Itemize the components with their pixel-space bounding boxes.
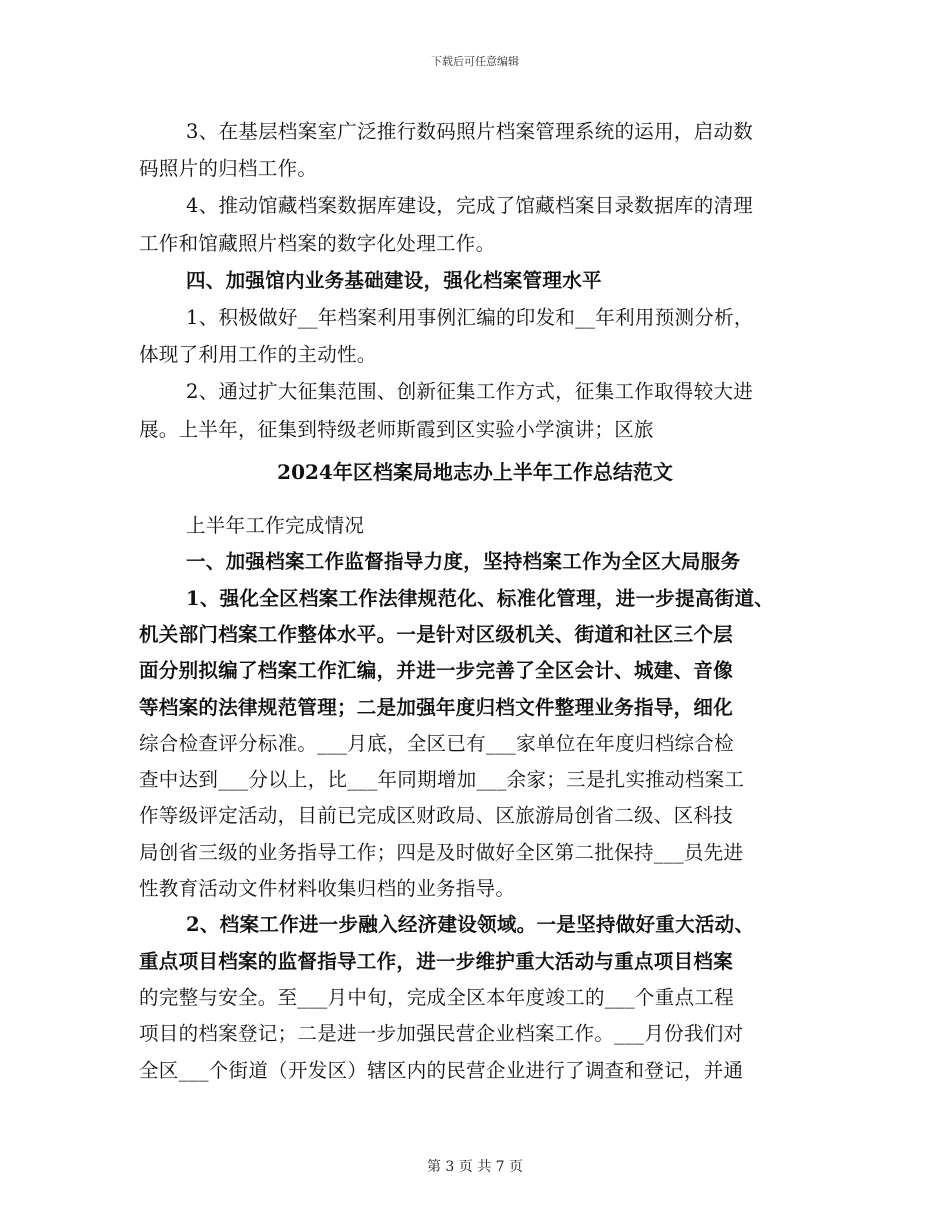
paragraph-line: 1、积极做好__年档案利用事例汇编的印发和__年利用预测分析， <box>186 306 754 329</box>
heading-line: 1、强化全区档案工作法律规范化、标准化管理，进一步提高街道、 <box>186 586 775 610</box>
heading-line: 四、加强馆内业务基础建设，强化档案管理水平 <box>186 268 602 292</box>
heading-line: 等档案的法律规范管理；二是加强年度归档文件整理业务指导，细化 <box>139 695 734 719</box>
document-title: 2024年区档案局地志办上半年工作总结范文 <box>277 460 673 484</box>
paragraph-line: 作等级评定活动，目前已完成区财政局、区旅游局创省二级、区科技 <box>139 804 734 828</box>
page-footer-number: 第 3 页 共 7 页 <box>426 1159 524 1175</box>
heading-line: 机关部门档案工作整体水平。一是针对区级机关、街道和社区三个层 <box>139 622 734 646</box>
heading-line: 一、加强档案工作监督指导力度，坚持档案工作为全区大局服务 <box>186 550 741 574</box>
paragraph-line: 展。上半年，征集到特级老师斯霞到区实验小学演讲；区旅 <box>139 417 654 441</box>
paragraph-line: 工作和馆藏照片档案的数字化处理工作。 <box>139 231 496 255</box>
page-header-note: 下载后可任意编辑 <box>431 55 519 68</box>
heading-line: 2、档案工作进一步融入经济建设领域。一是坚持做好重大活动、 <box>186 913 755 937</box>
paragraph-line: 上半年工作完成情况 <box>186 514 365 537</box>
paragraph-line: 的完整与安全。至___月中旬，完成全区本年度竣工的___个重点工程 <box>139 985 734 1009</box>
paragraph-line: 体现了利用工作的主动性。 <box>139 343 377 367</box>
paragraph-line: 性教育活动文件材料收集归档的业务指导。 <box>139 877 516 900</box>
paragraph-line: 项目的档案登记；二是进一步加强民营企业档案工作。___月份我们对 <box>139 1022 744 1046</box>
paragraph-line: 3、在基层档案室广泛推行数码照片档案管理系统的运用，启动数 <box>186 120 754 143</box>
paragraph-line: 全区___个街道（开发区）辖区内的民营企业进行了调查和登记，并通 <box>139 1058 744 1082</box>
heading-line: 重点项目档案的监督指导工作，进一步维护重大活动与重点项目档案 <box>139 949 734 973</box>
paragraph-line: 综合检查评分标准。___月底，全区已有___家单位在年度归档综合检 <box>139 731 734 755</box>
paragraph-line: 码照片的归档工作。 <box>139 157 318 181</box>
paragraph-line: 局创省三级的业务指导工作；四是及时做好全区第二批保持___员先进 <box>139 840 744 864</box>
heading-line: 面分别拟编了档案工作汇编，并进一步完善了全区会计、城建、音像 <box>139 659 734 683</box>
paragraph-line: 2、通过扩大征集范围、创新征集工作方式，征集工作取得较大进 <box>186 380 754 404</box>
paragraph-line: 查中达到___分以上，比___年同期增加___余家；三是扎实推动档案工 <box>139 768 745 792</box>
paragraph-line: 4、推动馆藏档案数据库建设，完成了馆藏档案目录数据库的清理 <box>186 194 754 218</box>
